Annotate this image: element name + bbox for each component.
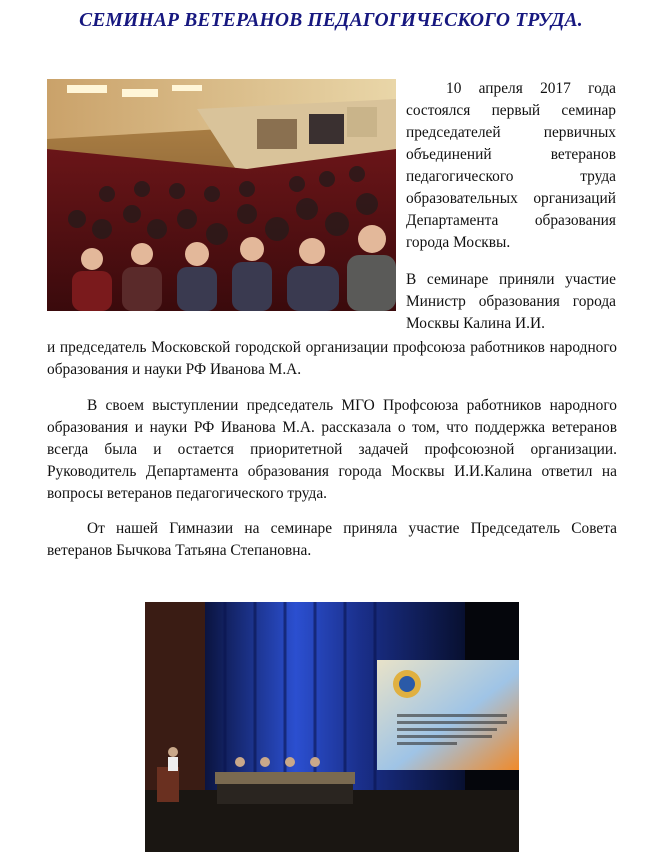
paragraph-speech: В своем выступлении председатель МГО Профсоюза работников народного образования и науки РФ Иванова М.А. рассказала о том, что поддержка ветеранов всегда была и остается приоритетной задачей профсоюзной организации. Руководитель Департамента образования города Москвы И.И.Калина ответил на вопросы ветеранов педагогического труда.: [47, 397, 617, 502]
paragraph-gymnasium-participant: От нашей Гимназии на семинаре приняла участие Председатель Совета ветеранов Бычкова Татьяна Степановна.: [47, 520, 617, 559]
page-title: СЕМИНАР ВЕТЕРАНОВ ПЕДАГОГИЧЕСКОГО ТРУДА.: [79, 10, 583, 31]
paragraph-participants-top: В семинаре приняли участие Министр образования города Москвы Калина И.И.: [406, 271, 616, 332]
audience-hall-photo: [47, 79, 396, 311]
paragraph-participants-bottom: и председатель Московской городской организации профсоюза работников народного образования и науки РФ Иванова М.А.: [47, 339, 617, 378]
stage-presidium-photo: [145, 602, 519, 852]
paragraph-seminar-date: 10 апреля 2017 года состоялся первый семинар председателей первичных объединений ветеранов педагогического труда образовательных организаций Департамента образования города Москвы.: [406, 80, 616, 251]
